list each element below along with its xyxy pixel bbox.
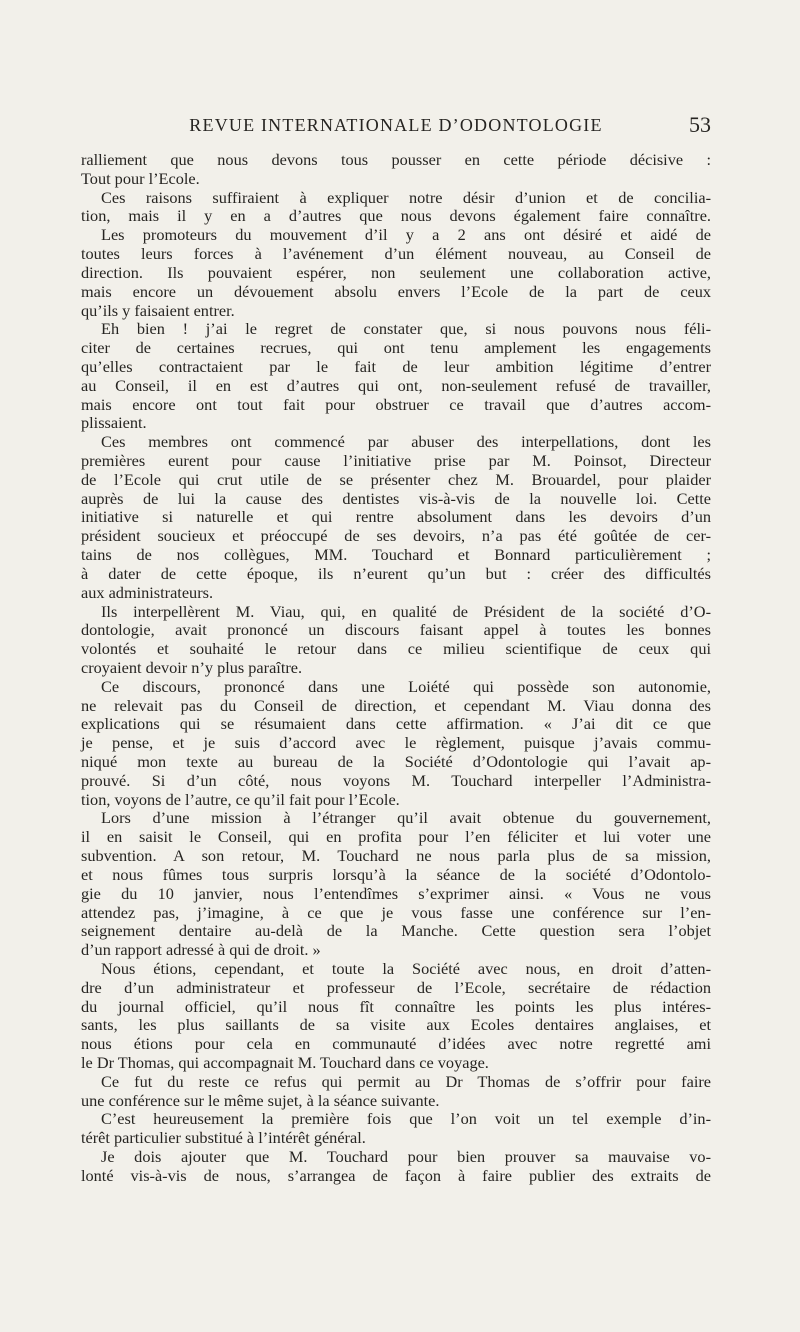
text-line: ralliement que nous devons tous pousser en cette période décisive : bbox=[81, 150, 711, 169]
text-line: toutes leurs forces à l’avénement d’un élément nouveau, au Conseil de bbox=[81, 244, 711, 264]
text-line: mais encore ont tout fait pour obstruer ce travail que d’autres accom- bbox=[81, 394, 711, 414]
text-line: qu’ils y faisaient entrer. bbox=[81, 300, 235, 320]
text-line: direction. Ils pouvaient espérer, non seulement une collaboration active, bbox=[81, 262, 711, 282]
text-line: seignement dentaire au-delà de la Manche. Cette question sera l’objet bbox=[81, 921, 711, 941]
text-line: Ce fut du reste ce refus qui permit au Dr Thomas de s’offrir pour faire bbox=[101, 1071, 711, 1091]
text-line: Je dois ajouter que M. Touchard pour bien prouver sa mauvaise vo- bbox=[101, 1147, 711, 1167]
text-line: prouvé. Si d’un côté, nous voyons M. Touchard interpeller l’Administra- bbox=[81, 770, 711, 790]
text-line: le Dr Thomas, qui accompagnait M. Touchard dans ce voyage. bbox=[81, 1053, 489, 1072]
text-line: C’est heureusement la première fois que l’on voit un tel exemple d’in- bbox=[101, 1109, 711, 1129]
text-line: mais encore un dévouement absolu envers l’Ecole de la part de ceux bbox=[81, 281, 711, 301]
text-line: tains de nos collègues, MM. Touchard et Bonnard particulièrement ; bbox=[81, 545, 711, 565]
text-line: niqué mon texte au bureau de la Société d’Odontologie qui l’avait ap- bbox=[81, 752, 711, 771]
text-line: dre d’un administrateur et professeur de l’Ecole, secrétaire de rédaction bbox=[81, 977, 711, 997]
text-line: une conférence sur le même sujet, à la séance suivante. bbox=[81, 1090, 440, 1110]
text-line: Ces raisons suffiraient à expliquer notre désir d’union et de concilia- bbox=[101, 187, 711, 207]
text-line: à dater de cette époque, ils n’eurent qu’un but : créer des difficultés bbox=[81, 563, 711, 583]
text-line: de l’Ecole qui crut utile de se présenter chez M. Brouardel, pour plaider bbox=[81, 469, 711, 489]
text-line: térêt particulier substitué à l’intérêt général. bbox=[81, 1128, 366, 1148]
text-line: qu’elles contractaient par le fait de leur ambition légitime d’entrer bbox=[81, 356, 711, 376]
text-line: attendez pas, j’imagine, à ce que je vous fasse une conférence sur l’en- bbox=[81, 902, 711, 922]
text-line: lonté vis-à-vis de nous, s’arrangea de façon à faire publier des extraits de bbox=[81, 1165, 711, 1185]
text-line: Nous étions, cependant, et toute la Société avec nous, en droit d’atten- bbox=[101, 958, 711, 978]
text-line: gie du 10 janvier, nous l’entendîmes s’exprimer ainsi. « Vous ne vous bbox=[81, 883, 711, 903]
body-text bbox=[81, 151, 711, 1186]
text-line: tion, mais il y en a d’autres que nous devons également faire connaître. bbox=[81, 206, 711, 226]
text-line: premières eurent pour cause l’initiative prise par M. Poinsot, Directeur bbox=[81, 451, 711, 470]
text-line: ne relevait pas du Conseil de direction, et cependant M. Viau donna des bbox=[81, 695, 711, 715]
text-line: il en saisit le Conseil, qui en profita pour l’en féliciter et lui voter une bbox=[81, 827, 711, 847]
text-line: Ces membres ont commencé par abuser des interpellations, dont les bbox=[101, 432, 711, 452]
text-line: et nous fûmes tous surpris lorsqu’à la séance de la société d’Odontolo- bbox=[81, 864, 711, 884]
page-number: 53 bbox=[689, 112, 711, 137]
text-line: dontologie, avait prononcé un discours faisant appel à toutes les bonnes bbox=[81, 620, 711, 640]
text-line: subvention. A son retour, M. Touchard ne nous parla plus de sa mission, bbox=[81, 846, 711, 866]
text-line: citer de certaines recrues, qui ont tenu amplement les engagements bbox=[81, 338, 711, 358]
text-line: Les promoteurs du mouvement d’il y a 2 ans ont désiré et aidé de bbox=[101, 225, 711, 245]
text-line: Tout pour l’Ecole. bbox=[81, 168, 200, 188]
text-line: Eh bien ! j’ai le regret de constater que, si nous pouvons nous féli- bbox=[101, 319, 711, 339]
text-line: d’un rapport adressé à qui de droit. » bbox=[81, 940, 321, 960]
text-line: président soucieux et préoccupé de ses devoirs, n’a pas été goûtée de cer- bbox=[81, 526, 711, 546]
text-line: initiative si naturelle et qui rentre absolument dans les devoirs d’un bbox=[81, 507, 711, 527]
text-line: Lors d’une mission à l’étranger qu’il avait obtenue du gouvernement, bbox=[101, 808, 711, 828]
text-line: sants, les plus saillants de sa visite aux Ecoles dentaires anglaises, et bbox=[81, 1015, 711, 1035]
text-line: Ce discours, prononcé dans une Loiété qui possède son autonomie, bbox=[101, 676, 711, 696]
text-line: au Conseil, il en est d’autres qui ont, non-seulement refusé de travailler, bbox=[81, 375, 711, 395]
text-line: plissaient. bbox=[81, 413, 147, 433]
text-line: croyaient devoir n’y plus paraître. bbox=[81, 657, 303, 677]
text-line: nous étions pour cela en communauté d’idées avec notre regretté ami bbox=[81, 1034, 711, 1054]
running-header bbox=[81, 111, 711, 139]
text-line: auprès de lui la cause des dentistes vis-à-vis de la nouvelle loi. Cette bbox=[81, 488, 711, 508]
text-line: du journal officiel, qu’il nous fît connaître les points les plus intéres- bbox=[81, 996, 711, 1016]
text-line: tion, voyons de l’autre, ce qu’il fait pour l’Ecole. bbox=[81, 789, 400, 809]
text-line: Ils interpellèrent M. Viau, qui, en qualité de Président de la société d’O- bbox=[101, 601, 711, 621]
text-line: je pense, et je suis d’accord avec le règlement, puisque j’avais commu- bbox=[81, 733, 711, 753]
text-line: aux administrateurs. bbox=[81, 582, 214, 602]
text-line: explications qui se résumaient dans cette affirmation. « J’ai dit ce que bbox=[81, 714, 711, 734]
journal-title: REVUE INTERNATIONALE D’ODONTOLOGIE bbox=[189, 115, 603, 135]
text-line: volontés et souhaité le retour dans ce milieu scientifique de ceux qui bbox=[81, 639, 711, 659]
